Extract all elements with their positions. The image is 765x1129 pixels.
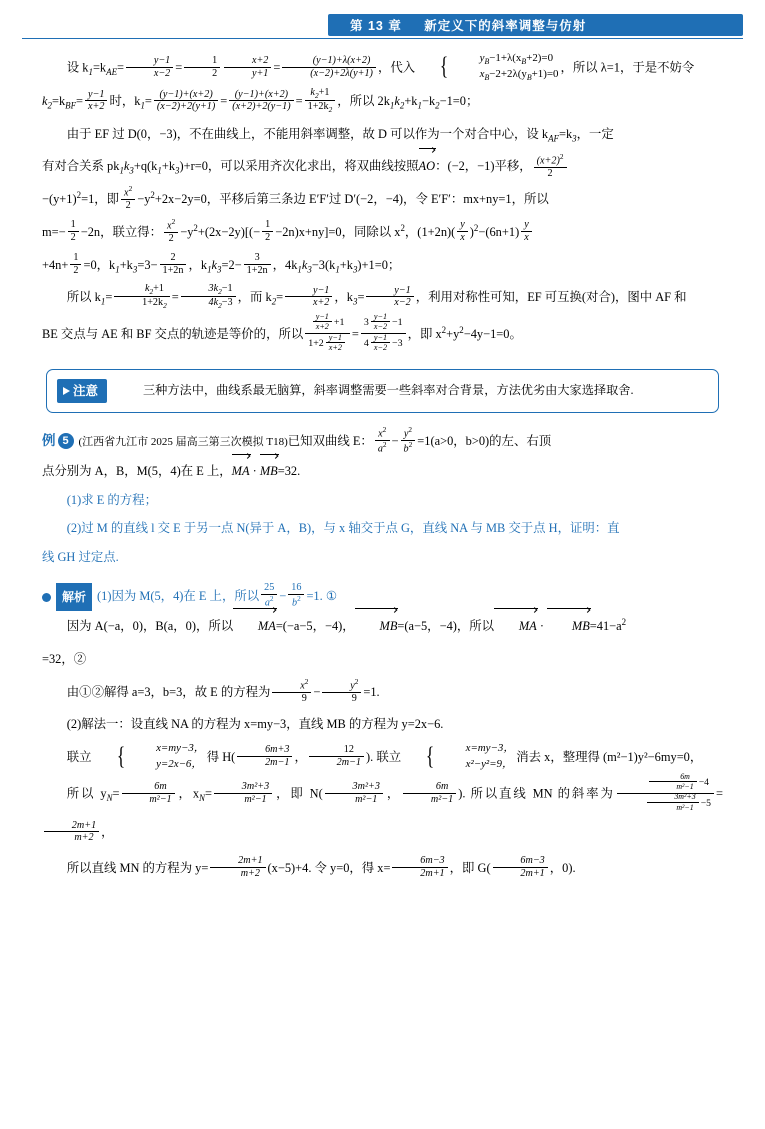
fraction: $\frac{x^2}{2}$ (121, 185, 135, 212)
analysis-line-8: 所以直线 MN 的方程为 y= $\frac{2m+1}{m+2}$ (x−5)+4. 令 y=0，得 x= $\frac{6m-3}{2m+1}$ ，即 G( $\frac{6m-3}{2m+1}$ ，0). (66, 854, 576, 879)
fraction: $\frac{3}{1+2n}$ (244, 252, 271, 276)
example-label: 例 5 (42, 427, 74, 455)
fraction: $\frac{6m-3}{2m+1}$ (493, 855, 548, 879)
document-body (42, 34, 723, 884)
example-stem (78, 424, 724, 458)
vector-MA: MA (233, 611, 276, 643)
triangle-icon (63, 387, 70, 395)
fraction: $\frac{1}{2}$ (70, 252, 81, 276)
page-header (0, 0, 765, 34)
mark-2: ② (73, 651, 87, 666)
vector-MB: MB (260, 457, 278, 486)
fraction: $\frac{1}{2}$ (68, 219, 79, 243)
compound-fraction: $\frac{6m}{\text{m²−1}}$ −4 $\frac{\text{3m²+3}}{\text{m²−1}}$ −5 (617, 773, 714, 813)
analysis-line-5: (2)解法一：设直线 NA 的方程为 x=my−3，直线 MB 的方程为 y=2x−6. (66, 717, 444, 732)
paragraph-4: 有对合关系 $pk_1k_3+q(k_1+k_3)+r=0$，可以采用齐次化求出，将双曲线按照AO：(−2，−1)平移， $\frac{(x+2)^2}{2}$ (42, 151, 723, 183)
paragraph-1 (42, 52, 723, 85)
fraction: $\frac{y-1}{x-2}$ (371, 312, 390, 332)
fraction: $\frac{x^2}{9}$ (272, 678, 311, 705)
fraction: $\frac{1}{2}$ (184, 55, 220, 79)
fraction: $\frac{k_2+1}{1+2k_2}$ (305, 87, 336, 115)
fraction: $\frac{y-1}{x+2}$ (285, 285, 332, 309)
analysis-tag: 解析 (56, 583, 92, 611)
fraction: $\frac{2}{1+2n}$ (160, 252, 187, 276)
note-tag-label: 注意 (73, 383, 99, 398)
text: 设 k (66, 60, 89, 75)
analysis-line-6: 联立 { x=my−3， y=2x−6， 得 H( $\frac{6m+3}{2m-1}$ ， $\frac{12}{2m-1}$ ). 联立 { x=my−3， x²−y²=9， 消去 x，整理得 (m²−1)y²−6my=0， (42, 742, 723, 774)
fraction: $\frac{x^2}{2}$ (164, 218, 178, 245)
vector-MB: MB (355, 611, 398, 643)
fraction: $\frac{6m-3}{2m+1}$ (392, 855, 447, 879)
text: ，代入 (377, 60, 416, 75)
fraction: $\frac{6m+3}{2m-1}$ (237, 744, 292, 768)
fraction: $\frac{1}{2}$ (262, 219, 273, 243)
paragraph-2: $k_2=k_{BF}=$ $\frac{y-1}{x+2}$ 时，$k_1=$ $\frac{(y-1)+(x+2)}{(x-2)+2(y+1)}$ = $\frac{(y-1)+(x+2)}{(x+2)+2(y-1)}$ = $\frac{k_2+1}{1+2k_2}$ ，所以 $2k_1k_2+k_1-k_2-1=0$； (42, 86, 479, 115)
fraction: $\frac{6m}{\text{m²−1}}$ (403, 781, 456, 805)
fraction: $\frac{y-1}{x-2}$ (371, 333, 390, 353)
paragraph-3: 由于 EF 过 D(0，−3)，不在曲线上，不能用斜率调整，故 D 可以作为一个对合中心，设 $k_{AF}=k_3$，一定 (66, 126, 614, 144)
fraction: $\frac{2m+1}{m+2}$ (44, 820, 99, 844)
note-tag (57, 379, 107, 403)
analysis-line-4: 由①②解得 a=3，b=3，故 E 的方程为 $\frac{x^2}{9}$ − $\frac{y^2}{9}$ =1. (66, 676, 380, 704)
paragraph-9: BE 交点与 AE 和 BF 交点的轨迹是等价的，所以 $\frac{y-1}{x+2}$ +1 1+2 $\frac{y-1}{x+2}$ = 3 $\frac{y-1}{x-2}$ −1 4 $\frac{y-1}{x-2}$ −3 ，即 $x^2+y^2-4y-1=0$。 (42, 312, 522, 353)
analysis-line-2: 因为 A(−a，0)，B(a，0)，所以 MA=(−a−5，−4)， MB=(a−5，−4)，所以 MA · $MB=41-a^2$ (42, 611, 723, 643)
vector-AO: AO (419, 151, 436, 183)
fraction: $\frac{3k_2-1}{4k_2-3}$ (181, 283, 236, 311)
fraction: $\frac{(y-1)+(x+2)}{(x-2)+2(y+1)}$ (154, 89, 218, 113)
header-title (350, 16, 586, 34)
vector-MA: MA (232, 457, 250, 486)
example-stem-line-1: (江西省九江市 2025 届高三第三次模拟 T18)已知双曲线 E： $\frac{x^2}{a^2}$ − $\frac{y^2}{b^2}$ =1(a>0，b>0)的左、右顶 (78, 424, 552, 455)
paragraph-7: +4n+ $\frac{1}{2}$ =0，$k_1+k_3=3-$ $\frac{2}{1+2n}$ ，$k_1k_3=2-$ $\frac{3}{1+2n}$ ，$4k_1k_3-3(k_1+k_3)+1=0$； (42, 251, 401, 276)
text: 1 (88, 66, 93, 77)
equation-system: { x=my−3， y=2x−6， (116, 741, 205, 770)
fraction: $\frac{6m}{\text{m²−1}}$ (122, 781, 175, 805)
text: = (175, 60, 183, 75)
header-rule (22, 38, 743, 39)
text: = (117, 60, 125, 75)
fraction: $\frac{y-1}{x+2}$ (326, 333, 345, 353)
text: AE (106, 66, 118, 77)
compound-fraction: 3 $\frac{y-1}{x-2}$ −1 4 $\frac{y-1}{x-2}$ −3 (361, 313, 406, 353)
text: ，所以 λ=1，于是不妨令 (560, 60, 695, 75)
fraction: $\frac{\text{3m²+3}}{\text{m²−1}}$ (214, 781, 272, 805)
example-header (42, 424, 723, 458)
text: =k (92, 60, 107, 75)
fraction: $\frac{y}{x}$ (457, 219, 468, 243)
note-box (46, 369, 719, 413)
vector-MB: MB (547, 611, 590, 643)
fraction: $\frac{(x+2)^2}{2}$ (534, 153, 567, 180)
equation-system: { $y_B-1+\lambda(x_B+2)=0$ $x_B-2+2\lambda(y_B+1)=0$ (439, 51, 559, 83)
analysis-line-1: (1)因为 M(5，4)在 E 上，所以 $\frac{25}{a^2}$ − $\frac{16}{b^2}$ =1. ① (97, 582, 337, 609)
example-question-2-cont: 线 GH 过定点. (42, 549, 119, 564)
example-source: (江西省九江市 2025 届高三第三次模拟 T18) (78, 435, 288, 448)
paragraph-6: m=− $\frac{1}{2}$ −2n，联立得： $\frac{x^2}{2}$ $-y^2+(2x-2y)[(-$ $\frac{1}{2}$ −2n)x+ny]=0，同除以 $x^2$，(1+2n)( $\frac{y}{x}$ )$^2$−(6n+1) $\frac{y}{x}$ (42, 217, 723, 249)
fraction: $\frac{12}{2m-1}$ (309, 744, 364, 768)
fraction: $\frac{y}{x}$ (521, 219, 532, 243)
header-chapter-title: 新定义下的斜率调整与仿射 (424, 19, 587, 33)
vector-MA: MA (494, 611, 537, 643)
analysis-line-3: =32，② (42, 651, 87, 666)
paragraph-5: $-(y+1)^2=1$，即 $\frac{x^2}{2}$ $-y^2+2x-2y=0$，平移后第三条边 E′F′过 D′(−2，−4)，令 E′F′：mx+ny=1，所以 (42, 184, 549, 212)
fraction: $\frac{16}{b^2}$ (288, 582, 304, 609)
fraction: $\frac{6m}{\text{m²−1}}$ (649, 772, 697, 791)
fraction: $\frac{x^2}{a^2}$ (375, 426, 390, 455)
example-stem-line-2: 点分别为 A，B，M(5，4)在 E 上，MA · MB=32. (42, 457, 723, 486)
equation-system: { x=my−3， x²−y²=9， (425, 741, 515, 770)
fraction: $\frac{y-1}{x-2}$ (366, 285, 413, 309)
fraction: $\frac{\text{3m²+3}}{\text{m²−1}}$ (647, 792, 699, 811)
example-number: 5 (58, 433, 74, 449)
fraction: $\frac{(y-1)+\lambda(x+2)}{(x-2)+2\lambda(y+1)}$ (282, 55, 376, 79)
note-text: 三种方法中，曲线系最无脑算，斜率调整需要一些斜率对合背景，方法优劣由大家选择取舍. (143, 383, 634, 398)
fraction: $\frac{y-1}{x+2}$ (313, 312, 332, 332)
mark-1: ① (325, 589, 337, 604)
fraction: $\frac{x+2}{y+1}$ (224, 55, 271, 79)
example-question-2: (2)过 M 的直线 l 交 E 于另一点 N(异于 A，B)，与 x 轴交于点 G，直线 NA 与 MB 交于点 H，证明：直 (66, 521, 620, 536)
fraction: $\frac{25}{a^2}$ (261, 582, 277, 609)
header-chapter: 第 13 章 (350, 19, 402, 33)
fraction: $\frac{k_2+1}{1+2k_2}$ (114, 283, 169, 311)
example-question-1: (1)求 E 的方程； (66, 492, 157, 507)
text: = (273, 60, 281, 75)
fraction: $\frac{y-1}{x+2}$ (85, 89, 107, 113)
fraction: $\frac{2m+1}{m+2}$ (210, 855, 265, 879)
fraction: $\frac{y^2}{9}$ (322, 678, 361, 705)
fraction: $\frac{\text{3m²+3}}{\text{m²−1}}$ (325, 781, 383, 805)
fraction: $\frac{(y-1)+(x+2)}{(x+2)+2(y-1)}$ (229, 89, 293, 113)
fraction: $\frac{y^2}{b^2}$ (401, 426, 416, 455)
analysis-line-7: 所以 $y_N=$ $\frac{6m}{\text{m²−1}}$ ，$x_N=$ $\frac{\text{3m²+3}}{\text{m²−1}}$ ，即 N( $\frac{\text{3m²+3}}{\text{m²−1}}$ ， $\frac{6m}{\text{m²−1}}$ ). 所以直线 MN 的斜率为 $\frac{6m}{\text{m²−1}}$ −4 $\frac{\text{3m²+3}}{\text{m²−1}}$ −5 = $\frac{2m+1}{m+2}$ ， (42, 775, 723, 852)
paragraph-8: 所以 $k_1=$ $\frac{k_2+1}{1+2k_2}$ = $\frac{3k_2-1}{4k_2-3}$ ，而 $k_2=$ $\frac{y-1}{x+2}$ ，$k_3=$ $\frac{y-1}{x-2}$ ，利用对称性可知，EF 可互换(对合)，图中 AF 和 (66, 282, 687, 311)
bullet-icon (42, 593, 51, 602)
fraction: $\frac{y-1}{x-2}$ (126, 55, 173, 79)
compound-fraction: $\frac{y-1}{x+2}$ +1 1+2 $\frac{y-1}{x+2}$ (305, 313, 350, 353)
